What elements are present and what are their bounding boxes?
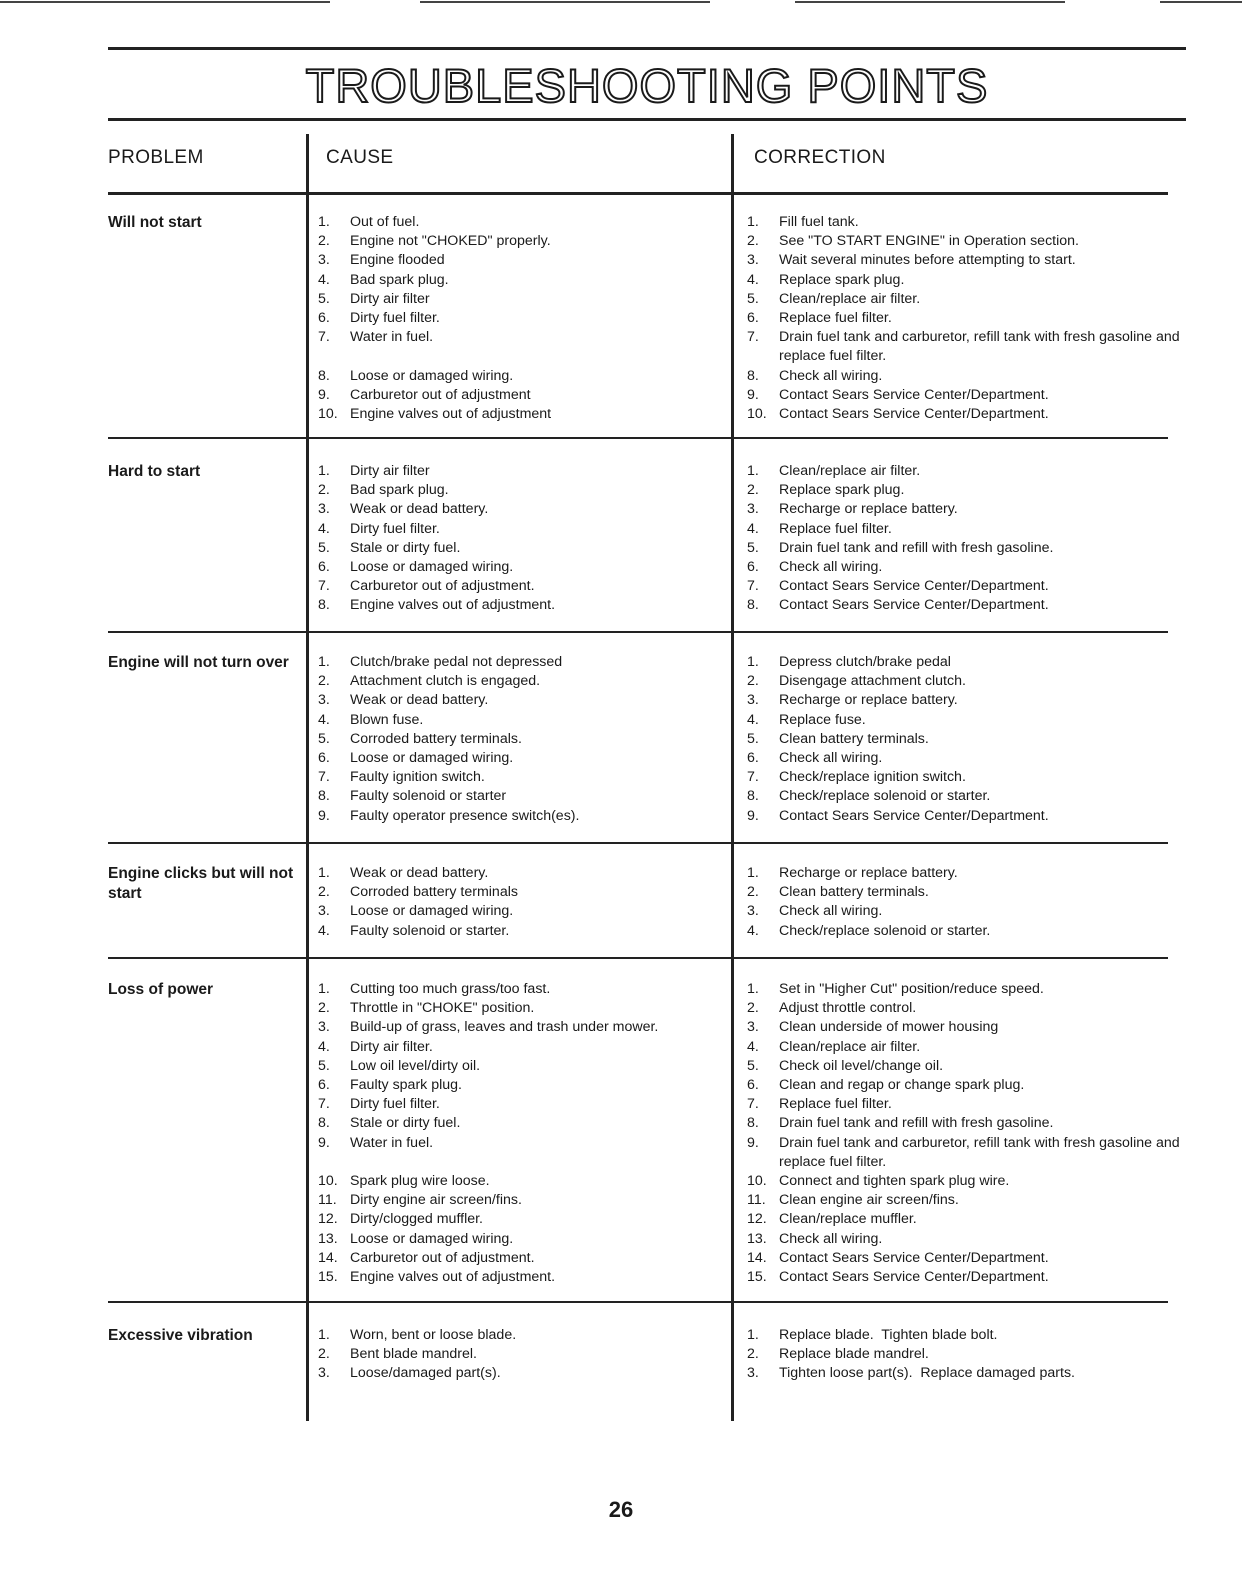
list-item: 12. Clean/replace muffler.: [747, 1211, 917, 1228]
problem-label: Engine will not turn over: [108, 654, 289, 671]
list-item: 2. Replace spark plug.: [747, 482, 905, 499]
list-item: 9. Faulty operator presence switch(es).: [318, 807, 580, 824]
cause-list: [318, 1326, 738, 1384]
page-number: 26: [608, 1497, 634, 1522]
list-item: 4. Replace spark plug.: [747, 271, 905, 288]
list-item: 1. Worn, bent or loose blade.: [318, 1327, 517, 1343]
list-item: 8. Engine valves out of adjustment.: [318, 597, 556, 614]
list-item: 7. Carburetor out of adjustment.: [318, 578, 535, 595]
list-item: 1. Clutch/brake pedal not depressed: [318, 654, 563, 670]
list-item: 1. Dirty air filter: [318, 463, 430, 479]
list-item: 8. Faulty solenoid or starter: [318, 788, 507, 805]
title-top-rule: [108, 47, 1186, 50]
list-item: 13. Check all wiring.: [747, 1230, 883, 1247]
list-item: 8. Contact Sears Service Center/Department.: [747, 597, 1049, 614]
list-item: 2. Clean battery terminals.: [747, 884, 929, 901]
list-item: 3. Wait several minutes before attempting to start.: [747, 252, 1076, 269]
list-item: 9. Contact Sears Service Center/Department.: [747, 807, 1049, 824]
list-item: 1. Recharge or replace battery.: [747, 865, 958, 881]
list-item: 9. Drain fuel tank and carburetor, refill tank with fresh gasoline and replace fuel filter.: [747, 1134, 1180, 1170]
list-item: 4. Replace fuel filter.: [747, 520, 892, 537]
column-header-correction: CORRECTION: [754, 147, 886, 168]
list-item: 9. Water in fuel.: [318, 1134, 434, 1151]
section-rule: [108, 1301, 1168, 1303]
list-item: 1. Depress clutch/brake pedal: [747, 654, 951, 670]
list-item: 7. Water in fuel.: [318, 329, 434, 346]
list-item: 4. Faulty solenoid or starter.: [318, 922, 510, 939]
list-item: 3. Engine flooded: [318, 252, 445, 269]
list-item: 2. Bad spark plug.: [318, 482, 449, 499]
correction-list: [747, 1326, 1187, 1384]
cause-list: [318, 864, 738, 941]
list-item: 2. Attachment clutch is engaged.: [318, 673, 541, 690]
list-item: 2. Corroded battery terminals: [318, 884, 518, 901]
section-rule: [108, 437, 1168, 439]
list-item: 7. Contact Sears Service Center/Department.: [747, 578, 1049, 595]
problem-label: Loss of power: [108, 981, 214, 998]
list-item: 10. Spark plug wire loose.: [318, 1173, 490, 1190]
correction-list: [747, 653, 1187, 826]
correction-list: [747, 864, 1187, 941]
list-item: 11. Dirty engine air screen/fins.: [318, 1192, 522, 1209]
title-bottom-rule: [108, 118, 1186, 121]
problem-label: Hard to start: [108, 463, 201, 480]
list-item: 2. Bent blade mandrel.: [318, 1346, 477, 1363]
list-item: 9. Carburetor out of adjustment: [318, 386, 531, 403]
list-item: 3. Weak or dead battery.: [318, 501, 489, 518]
list-item: 4. Dirty air filter.: [318, 1038, 433, 1055]
list-item: 2. Replace blade mandrel.: [747, 1346, 929, 1363]
section-rule: [108, 842, 1168, 844]
list-item: 4. Replace fuse.: [747, 711, 866, 728]
section-rule: [108, 631, 1168, 633]
list-item: 3. Weak or dead battery.: [318, 692, 489, 709]
list-item: 15. Engine valves out of adjustment.: [318, 1269, 556, 1286]
list-item: 7. Check/replace ignition switch.: [747, 769, 966, 786]
list-item: 3. Loose/damaged part(s).: [318, 1365, 501, 1382]
list-item: 7. Drain fuel tank and carburetor, refill tank with fresh gasoline and replace fuel filter.: [747, 329, 1180, 365]
correction-list: [747, 462, 1187, 616]
list-item: 9. Contact Sears Service Center/Department.: [747, 386, 1049, 403]
list-item: 3. Loose or damaged wiring.: [318, 903, 514, 920]
list-item: 1. Clean/replace air filter.: [747, 463, 921, 479]
list-item: 3. Recharge or replace battery.: [747, 501, 958, 518]
correction-list: [747, 980, 1187, 1287]
list-item: 4. Dirty fuel filter.: [318, 520, 440, 537]
list-item: 12. Dirty/clogged muffler.: [318, 1211, 483, 1228]
list-item: 6. Loose or damaged wiring.: [318, 750, 514, 767]
list-item: 3. Clean underside of mower housing: [747, 1019, 999, 1036]
list-item: 5. Check oil level/change oil.: [747, 1057, 944, 1074]
list-item: 13. Loose or damaged wiring.: [318, 1230, 514, 1247]
list-item: 8. Stale or dirty fuel.: [318, 1115, 461, 1132]
list-item: 3. Recharge or replace battery.: [747, 692, 958, 709]
list-item: 1. Out of fuel.: [318, 214, 420, 230]
list-item: 8. Check all wiring.: [747, 367, 883, 384]
top-edge-marks: [0, 0, 1242, 4]
cause-list: [318, 980, 738, 1287]
list-item: 5. Low oil level/dirty oil.: [318, 1057, 481, 1074]
problem-label: Excessive vibration: [108, 1327, 253, 1344]
list-item: 7. Dirty fuel filter.: [318, 1096, 440, 1113]
list-item: 5. Dirty air filter: [318, 290, 430, 307]
list-item: 7. Replace fuel filter.: [747, 1096, 892, 1113]
list-item: 1. Cutting too much grass/too fast.: [318, 981, 551, 997]
page-title: TROUBLESHOOTING POINTS: [305, 59, 989, 112]
list-item: 11. Clean engine air screen/fins.: [747, 1192, 959, 1209]
list-item: 7. Faulty ignition switch.: [318, 769, 485, 786]
list-item: 10. Engine valves out of adjustment: [318, 406, 552, 423]
list-item: 3. Check all wiring.: [747, 903, 883, 920]
list-item: 5. Corroded battery terminals.: [318, 730, 522, 747]
list-item: 6. Check all wiring.: [747, 750, 883, 767]
list-item: 14. Carburetor out of adjustment.: [318, 1249, 535, 1266]
column-header-cause: CAUSE: [326, 147, 394, 168]
list-item: 1. Fill fuel tank.: [747, 214, 859, 230]
list-item: 6. Dirty fuel filter.: [318, 310, 440, 327]
list-item: 3. Tighten loose part(s). Replace damaged parts.: [747, 1365, 1075, 1382]
list-item: 8. Loose or damaged wiring.: [318, 367, 514, 384]
list-item: 2. Throttle in "CHOKE" position.: [318, 1000, 535, 1017]
list-item: 8. Drain fuel tank and refill with fresh gasoline.: [747, 1115, 1054, 1132]
list-item: 14. Contact Sears Service Center/Department.: [747, 1249, 1049, 1266]
section-rule: [108, 957, 1168, 959]
list-item: 5. Stale or dirty fuel.: [318, 539, 461, 556]
list-item: 6. Check all wiring.: [747, 559, 883, 576]
list-item: 1. Weak or dead battery.: [318, 865, 489, 881]
list-item: 8. Check/replace solenoid or starter.: [747, 788, 991, 805]
divider-problem-cause: [306, 134, 309, 1421]
list-item: 5. Clean/replace air filter.: [747, 290, 921, 307]
list-item: 2. Engine not "CHOKED" properly.: [318, 233, 551, 250]
list-item: 5. Clean battery terminals.: [747, 730, 929, 747]
list-item: 1. Replace blade. Tighten blade bolt.: [747, 1327, 998, 1343]
list-item: 2. Disengage attachment clutch.: [747, 673, 966, 690]
problem-label: Will not start: [108, 214, 202, 231]
column-header-problem: PROBLEM: [108, 147, 204, 168]
list-item: 4. Blown fuse.: [318, 711, 424, 728]
header-rule: [108, 192, 1168, 195]
list-item: 2. See "TO START ENGINE" in Operation section.: [747, 233, 1079, 250]
list-item: 4. Check/replace solenoid or starter.: [747, 922, 991, 939]
list-item: 6. Loose or damaged wiring.: [318, 559, 514, 576]
list-item: 5. Drain fuel tank and refill with fresh gasoline.: [747, 539, 1054, 556]
cause-list: [318, 213, 738, 424]
list-item: 6. Replace fuel filter.: [747, 310, 892, 327]
list-item: 10. Contact Sears Service Center/Department.: [747, 406, 1049, 423]
list-item: 2. Adjust throttle control.: [747, 1000, 917, 1017]
cause-list: [318, 653, 738, 826]
cause-list: [318, 462, 738, 616]
list-item: 15. Contact Sears Service Center/Department.: [747, 1269, 1049, 1286]
list-item: 6. Faulty spark plug.: [318, 1077, 462, 1094]
list-item: 4. Clean/replace air filter.: [747, 1038, 921, 1055]
problem-label: Engine clicks but will not start: [108, 865, 294, 902]
list-item: 1. Set in "Higher Cut" position/reduce speed.: [747, 981, 1044, 997]
list-item: 4. Bad spark plug.: [318, 271, 449, 288]
correction-list: [747, 213, 1187, 424]
list-item: 3. Build-up of grass, leaves and trash under mower.: [318, 1019, 659, 1036]
list-item: 6. Clean and regap or change spark plug.: [747, 1077, 1025, 1094]
list-item: 10. Connect and tighten spark plug wire.: [747, 1173, 1010, 1190]
